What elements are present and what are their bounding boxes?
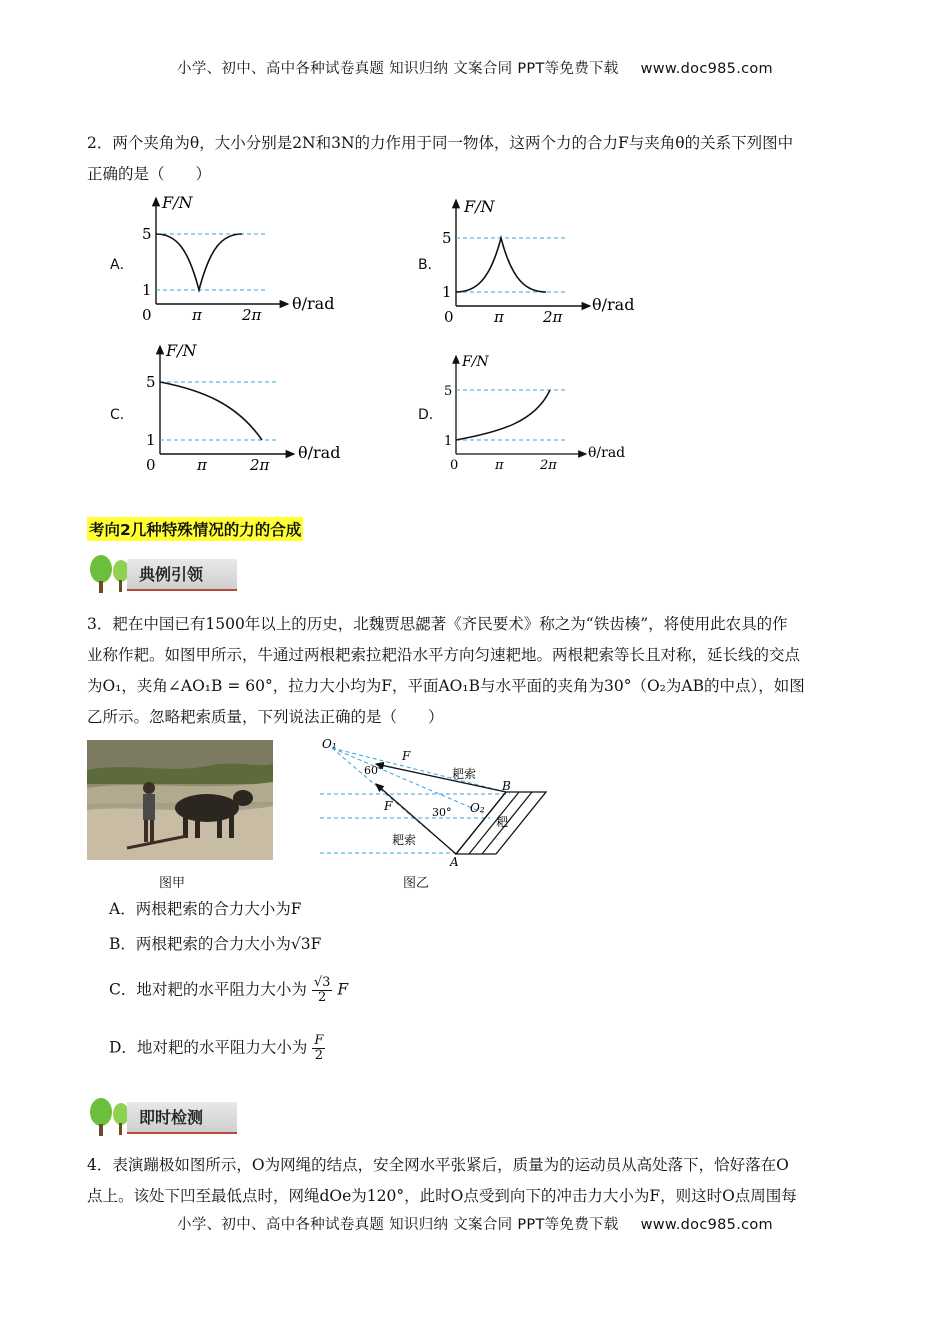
graph-c-tick-pi: π: [197, 456, 207, 474]
graph-a-origin: 0: [142, 306, 152, 324]
graph-d-tick-1: 1: [444, 434, 453, 449]
q2-option-a-label[interactable]: A．: [110, 257, 134, 273]
q3-choice-c-tail: F: [337, 980, 349, 999]
q4-line1: 4．表演蹦极如图所示，O为网绳的结点，安全网水平张紧后，质量为的运动员从高处落下，恰好落在O: [87, 1156, 789, 1174]
header-text: 小学、初中、高中各种试卷真题 知识归纳 文案合同 PPT等免费下载: [177, 61, 619, 77]
graph-c-tick-1: 1: [146, 431, 156, 449]
diagram-o1-label: O₁: [322, 737, 337, 751]
q3-line4: 乙所示。忽略耙索质量，下列说法正确的是（ ）: [87, 708, 444, 726]
banner-jishi: [87, 1096, 237, 1138]
graph-a-tick-5: 5: [142, 225, 152, 243]
topic-heading: 考向2几种特殊情况的力的合成: [87, 517, 303, 541]
diagram-a-label: A: [450, 855, 459, 869]
q4-line2: 点上。该处下凹至最低点时，网绳dOe为120°，此时O点受到向下的冲击力大小为F，则这时O点周围每: [87, 1187, 797, 1205]
q3-choice-c-fraction: $\frac{√3}{2}$: [313, 975, 331, 1005]
q2-option-d-label[interactable]: D．: [418, 407, 443, 423]
q3-line1: 3．耙在中国已有1500年以上的历史，北魏贾思勰著《齐民要术》称之为“铁齿楱”，将使用此农具的作: [87, 615, 788, 633]
graph-c-tick-5: 5: [146, 373, 156, 391]
fig-jia-caption: 图甲: [159, 876, 186, 891]
graph-d-origin: 0: [450, 458, 459, 473]
graph-c: [142, 338, 352, 478]
graph-b-tick-1: 1: [442, 283, 452, 301]
graph-b-origin: 0: [444, 308, 454, 326]
graph-c-tick-2pi: 2π: [250, 456, 270, 474]
graph-b-tick-5: 5: [442, 229, 452, 247]
graph-d-tick-2pi: 2π: [540, 458, 557, 473]
graph-b-ylabel: F/N: [464, 197, 495, 216]
q3-line2: 业称作耙。如图甲所示，牛通过两根耙索拉耙沿水平方向匀速耙地。两根耙索等长且对称，延长线的交点: [87, 646, 801, 664]
graph-b-curve: [456, 238, 546, 292]
q2-line1: 2．两个夹角为θ，大小分别是2N和3N的力作用于同一物体，这两个力的合力F与夹角θ的关系下列图中: [87, 134, 794, 152]
photo-illustration: [87, 740, 273, 860]
q3-choice-c-text: C．地对耙的水平阻力大小为: [109, 980, 307, 999]
graph-b-tick-pi: π: [494, 308, 504, 326]
graph-c-ylabel: F/N: [166, 341, 197, 360]
fig-yi-caption: 图乙: [403, 876, 430, 891]
photo-ox-plowing: [87, 740, 273, 860]
banner-jishi-label: 即时检测: [139, 1108, 204, 1127]
graph-d-tick-pi: π: [495, 458, 504, 473]
graph-a-curve: [156, 234, 242, 290]
graph-a: [138, 188, 348, 328]
graph-b-xlabel: θ/rad: [592, 295, 635, 314]
graph-a-tick-1: 1: [142, 281, 152, 299]
diagram-rope-b: [376, 764, 506, 792]
footer-url[interactable]: www.doc985.com: [640, 1217, 773, 1233]
q3-choice-c[interactable]: [109, 976, 348, 1005]
diagram-b-label: B: [502, 779, 511, 793]
graph-d: [440, 350, 650, 480]
diagram-o2-label: O₂: [470, 801, 485, 815]
graph-c-curve: [160, 382, 262, 440]
graph-a-tick-pi: π: [192, 306, 202, 324]
q2-stem: [87, 128, 867, 190]
graph-b-tick-2pi: 2π: [543, 308, 563, 326]
q3-choice-d-text: D．地对耙的水平阻力大小为: [109, 1038, 308, 1057]
graph-d-tick-5: 5: [444, 384, 453, 399]
diagram-f-top: F: [402, 749, 411, 763]
q2-option-c-label[interactable]: C．: [110, 407, 134, 423]
diagram-harrow: [310, 736, 560, 870]
page-header: [0, 57, 950, 78]
graph-a-xlabel: θ/rad: [292, 294, 335, 313]
q4-stem: [87, 1150, 867, 1212]
diagram-harrow-label: 耙: [496, 815, 509, 829]
diagram-rope-label-bottom: 耙索: [392, 833, 417, 847]
graph-a-ylabel: F/N: [162, 193, 193, 212]
header-url[interactable]: www.doc985.com: [640, 61, 773, 77]
graph-a-tick-2pi: 2π: [242, 306, 262, 324]
footer-text: 小学、初中、高中各种试卷真题 知识归纳 文案合同 PPT等免费下载: [177, 1217, 619, 1233]
diagram-angle30: 30°: [432, 806, 452, 819]
q3-choice-d-fraction: $\frac{F}{2}$: [314, 1033, 324, 1063]
graph-d-ylabel: F/N: [462, 354, 489, 370]
q3-stem: [87, 609, 867, 733]
q3-line3: 为O₁，夹角∠AO₁B = 60°，拉力大小均为F，平面AO₁B与水平面的夹角为30°（O₂为AB的中点），如图: [87, 677, 805, 695]
q3-choice-b[interactable]: B．两根耙索的合力大小为√3F: [109, 935, 322, 953]
diagram-angle60: 60°: [364, 764, 384, 777]
graph-b: [440, 190, 650, 330]
diagram-f-bottom: F: [384, 799, 393, 813]
graph-c-origin: 0: [146, 456, 156, 474]
q2-option-b-label[interactable]: B．: [418, 257, 442, 273]
banner-dianli: [87, 553, 237, 595]
graph-d-curve: [456, 390, 550, 440]
graph-d-xlabel: θ/rad: [588, 445, 626, 461]
banner-dianli-label: 典例引领: [139, 565, 204, 584]
graph-c-xlabel: θ/rad: [298, 443, 341, 462]
diagram-rope-label-top: 耙索: [452, 767, 477, 781]
q3-choice-a[interactable]: A．两根耙索的合力大小为F: [109, 900, 302, 918]
q3-choice-d[interactable]: [109, 1034, 325, 1063]
q2-line2: 正确的是（ ）: [87, 165, 212, 183]
page-footer: [0, 1213, 950, 1234]
